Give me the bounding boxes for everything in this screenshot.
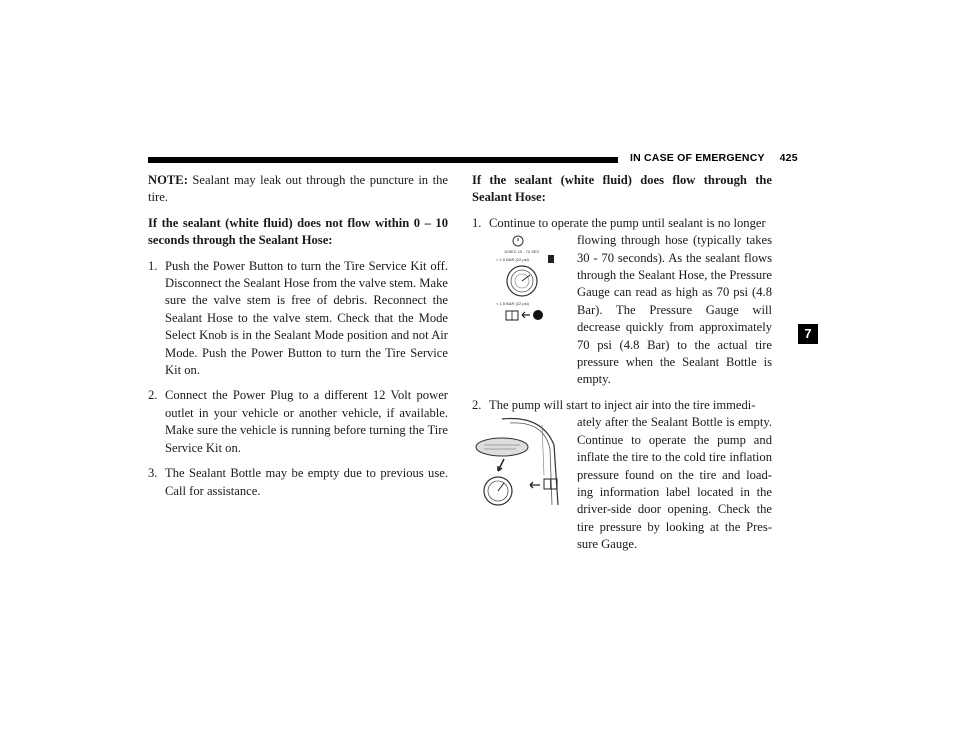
step-text: The Sealant Bottle may be empty due to previous use. Call for assistance.: [165, 466, 448, 498]
mode-dot-icon: [533, 310, 543, 320]
note-text: Sealant may leak out through the puncture in the tire.: [148, 173, 448, 205]
header-rule: [148, 157, 618, 163]
section-title: IN CASE OF EMERGENCY: [630, 152, 765, 164]
left-step-3: [148, 465, 448, 500]
note-paragraph: [148, 172, 448, 207]
running-header: [630, 152, 798, 164]
note-label: NOTE:: [148, 173, 188, 187]
step-text: flowing through hose (typically takes 30 - 70 seconds). As the sealant flows through the Sealant Hose, the Pressure Gauge can read as high as 70 psi (4.8 Bar). The Pressure Gauge will decrease quickly from approximately 70 psi (4.8 Bar) to the actual tire pressure when the Sealant Bottle is empty.: [577, 233, 772, 387]
pressure-gauge-figure: [486, 233, 566, 323]
thumbs-up-icon: [548, 255, 554, 263]
step-lead-text: Continue to operate the pump until sealant is no longer: [489, 215, 766, 230]
step-number: 1.: [472, 215, 482, 230]
timer-label: 10SEC 10 - 70 SEC: [504, 248, 540, 254]
right-heading: If the sealant (white fluid) does flow through the Sealant Hose:: [472, 173, 772, 205]
step-number: 2.: [472, 397, 482, 412]
door-label-figure: [472, 415, 572, 513]
left-step-1: [148, 258, 448, 380]
left-heading: If the sealant (white fluid) does not flow within 0 – 10 seconds through the Sealant Hose:: [148, 215, 448, 248]
step-text: Push the Power Button to turn the Tire Service Kit off. Disconnect the Sealant Hose from the valve stem. Make sure the valve stem is free of debris. Reconnect the Sealant Hose to the valve stem. Check that the Mode Select Knob is in the Sealant Mode position and not Air Mode. Push the Power Button to turn the Tire Service Kit on.: [165, 258, 448, 378]
down-arrow-icon: [498, 459, 504, 471]
chapter-tab: 7: [798, 324, 818, 344]
left-step-2: [148, 387, 448, 457]
right-step-1: [472, 215, 772, 389]
upper-pressure-label: > 1.5 BAR (22 psi): [496, 256, 529, 262]
right-step-2: [472, 397, 772, 554]
left-arrow-icon: [530, 482, 540, 488]
left-arrow-icon: [522, 312, 530, 318]
step-lead-text: The pump will start to inject air into the tire immedi-: [489, 397, 756, 412]
step-number: 3.: [148, 466, 158, 481]
step-number: 2.: [148, 388, 158, 403]
door-frame-outline: [502, 418, 558, 504]
left-column: [148, 172, 448, 508]
step-number: 1.: [148, 258, 158, 273]
tire-label-icon: [476, 438, 528, 456]
step-text: ately after the Sealant Bottle is empty. Continue to operate the pump and inflate the tire to the cold tire inflation pressure found on the tire and load-ing information label located in the driver-side door opening. Check the tire pressure by looking at the Pres-sure Gauge.: [577, 415, 772, 552]
page-number: 425: [779, 152, 798, 164]
step-text: Connect the Power Plug to a different 12 Volt power outlet in your vehicle or another vehicle, if available. Make sure the vehicle is running before turning the Tire Service Kit on.: [165, 388, 448, 455]
gauge-needle: [498, 483, 504, 491]
lower-pressure-label: < 1.5 BAR (22 psi): [496, 300, 529, 306]
right-column: [472, 172, 772, 562]
